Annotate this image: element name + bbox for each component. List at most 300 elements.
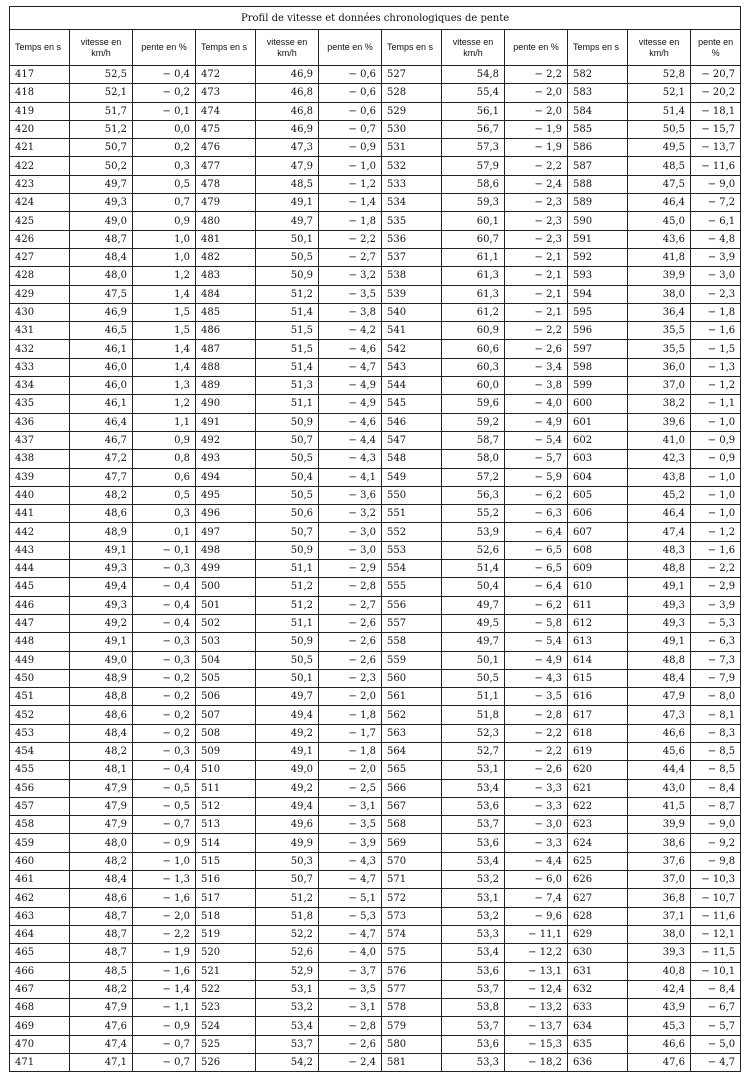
slope-cell: − 0,9 [319,139,382,157]
time-cell: 626 [568,871,628,889]
time-cell: 607 [568,523,628,541]
speed-cell: 46,5 [70,322,133,340]
speed-cell: 47,5 [628,175,691,193]
table-row [10,468,741,486]
slope-cell: − 9,8 [691,852,741,870]
time-cell: 502 [196,614,256,632]
table-row [10,486,741,504]
time-cell: 527 [382,66,442,84]
time-cell: 517 [196,889,256,907]
time-cell: 552 [382,523,442,541]
time-cell: 538 [382,267,442,285]
speed-cell: 50,1 [442,651,505,669]
time-cell: 516 [196,871,256,889]
time-cell: 615 [568,669,628,687]
speed-cell: 51,4 [256,303,319,321]
time-cell: 555 [382,578,442,596]
speed-cell: 46,0 [70,358,133,376]
speed-cell: 53,9 [442,523,505,541]
speed-cell: 48,5 [70,962,133,980]
speed-cell: 48,0 [70,267,133,285]
speed-cell: 49,4 [70,578,133,596]
time-cell: 584 [568,102,628,120]
speed-cell: 47,7 [70,468,133,486]
time-cell: 533 [382,175,442,193]
speed-cell: 50,2 [70,157,133,175]
slope-cell: − 0,3 [133,633,196,651]
speed-cell: 61,2 [442,303,505,321]
speed-cell: 37,6 [628,852,691,870]
time-cell: 485 [196,303,256,321]
speed-cell: 43,6 [628,230,691,248]
time-cell: 456 [10,779,70,797]
header-time: Temps en s [568,30,628,66]
time-cell: 572 [382,889,442,907]
time-cell: 546 [382,413,442,431]
speed-cell: 49,9 [256,834,319,852]
slope-cell: − 6,2 [505,596,568,614]
table-row [10,523,741,541]
slope-cell: − 5,7 [505,450,568,468]
table-row [10,596,741,614]
table-row [10,212,741,230]
slope-cell: − 6,1 [691,212,741,230]
speed-cell: 60,7 [442,230,505,248]
time-cell: 632 [568,980,628,998]
slope-cell: − 6,4 [505,523,568,541]
slope-cell: − 0,3 [133,742,196,760]
speed-cell: 52,6 [256,944,319,962]
speed-cell: 50,5 [256,248,319,266]
speed-cell: 36,8 [628,889,691,907]
speed-cell: 52,1 [70,84,133,102]
slope-cell: − 3,9 [691,596,741,614]
slope-cell: − 4,9 [505,413,568,431]
speed-cell: 37,1 [628,907,691,925]
slope-cell: − 6,3 [691,633,741,651]
slope-cell: − 5,8 [505,614,568,632]
slope-cell: − 0,4 [133,596,196,614]
slope-cell: − 1,1 [691,395,741,413]
time-cell: 453 [10,724,70,742]
slope-cell: − 8,4 [691,779,741,797]
time-cell: 620 [568,761,628,779]
speed-cell: 46,4 [628,505,691,523]
slope-cell: − 1,2 [691,377,741,395]
time-cell: 480 [196,212,256,230]
slope-cell: − 4,7 [691,1054,741,1072]
slope-cell: 0,1 [133,523,196,541]
time-cell: 608 [568,541,628,559]
slope-cell: − 1,6 [691,541,741,559]
slope-cell: − 6,0 [505,871,568,889]
speed-cell: 57,2 [442,468,505,486]
time-cell: 466 [10,962,70,980]
time-cell: 540 [382,303,442,321]
speed-cell: 51,1 [442,688,505,706]
speed-cell: 37,0 [628,871,691,889]
time-cell: 524 [196,1017,256,1035]
slope-cell: − 2,2 [505,157,568,175]
speed-cell: 48,8 [70,688,133,706]
slope-cell: − 8,3 [691,724,741,742]
table-row [10,742,741,760]
time-cell: 593 [568,267,628,285]
slope-cell: − 5,7 [691,1017,741,1035]
time-cell: 530 [382,120,442,138]
speed-cell: 50,7 [256,523,319,541]
slope-cell: 1,4 [133,358,196,376]
time-cell: 613 [568,633,628,651]
slope-cell: − 8,5 [691,742,741,760]
speed-cell: 50,7 [256,431,319,449]
speed-cell: 50,1 [256,669,319,687]
speed-cell: 39,9 [628,816,691,834]
speed-cell: 39,6 [628,413,691,431]
slope-cell: − 0,6 [319,84,382,102]
slope-cell: − 4,4 [505,852,568,870]
slope-cell: − 2,6 [505,761,568,779]
time-cell: 476 [196,139,256,157]
time-cell: 617 [568,706,628,724]
slope-cell: − 0,6 [319,66,382,84]
time-cell: 454 [10,742,70,760]
slope-cell: − 3,5 [319,980,382,998]
slope-cell: − 4,3 [505,669,568,687]
slope-cell: − 2,3 [319,669,382,687]
time-cell: 594 [568,285,628,303]
speed-cell: 46,9 [256,66,319,84]
time-cell: 507 [196,706,256,724]
time-cell: 493 [196,450,256,468]
time-cell: 426 [10,230,70,248]
slope-cell: − 4,2 [319,322,382,340]
speed-cell: 53,4 [442,852,505,870]
speed-cell: 54,2 [256,1054,319,1072]
speed-cell: 47,4 [70,1035,133,1053]
time-cell: 510 [196,761,256,779]
time-cell: 437 [10,431,70,449]
header-slope: pente en % [319,30,382,66]
speed-cell: 51,3 [256,377,319,395]
time-cell: 589 [568,194,628,212]
speed-cell: 39,9 [628,267,691,285]
time-cell: 464 [10,925,70,943]
speed-cell: 53,6 [442,1035,505,1053]
header-time: Temps en s [10,30,70,66]
time-cell: 495 [196,486,256,504]
slope-cell: − 1,3 [691,358,741,376]
table-row [10,450,741,468]
time-cell: 424 [10,194,70,212]
speed-cell: 51,5 [256,340,319,358]
table-row [10,816,741,834]
slope-cell: − 1,7 [319,724,382,742]
time-cell: 467 [10,980,70,998]
speed-cell: 59,6 [442,395,505,413]
speed-cell: 51,1 [256,614,319,632]
speed-cell: 47,3 [256,139,319,157]
time-cell: 431 [10,322,70,340]
slope-cell: − 3,5 [319,816,382,834]
speed-cell: 48,2 [70,486,133,504]
slope-cell: − 3,5 [505,688,568,706]
time-cell: 573 [382,907,442,925]
speed-cell: 42,4 [628,980,691,998]
slope-cell: − 2,2 [319,230,382,248]
speed-cell: 49,0 [256,761,319,779]
time-cell: 563 [382,724,442,742]
slope-cell: − 2,7 [319,248,382,266]
time-cell: 583 [568,84,628,102]
speed-cell: 54,8 [442,66,505,84]
speed-cell: 43,0 [628,779,691,797]
slope-cell: − 4,4 [319,431,382,449]
time-cell: 457 [10,797,70,815]
time-cell: 549 [382,468,442,486]
time-cell: 452 [10,706,70,724]
time-cell: 526 [196,1054,256,1072]
speed-cell: 47,9 [70,797,133,815]
speed-cell: 53,6 [442,797,505,815]
speed-cell: 57,3 [442,139,505,157]
time-cell: 580 [382,1035,442,1053]
slope-cell: − 2,2 [505,724,568,742]
speed-cell: 50,1 [256,230,319,248]
slope-cell: − 5,3 [691,614,741,632]
slope-cell: − 4,3 [319,450,382,468]
speed-cell: 46,9 [70,303,133,321]
time-cell: 473 [196,84,256,102]
slope-cell: 0,2 [133,139,196,157]
time-cell: 633 [568,999,628,1017]
speed-cell: 53,3 [442,925,505,943]
speed-cell: 48,4 [70,724,133,742]
table-row [10,267,741,285]
time-cell: 627 [568,889,628,907]
speed-cell: 47,1 [70,1054,133,1072]
time-cell: 586 [568,139,628,157]
time-cell: 597 [568,340,628,358]
header-slope: pente en % [133,30,196,66]
speed-cell: 46,8 [256,102,319,120]
time-cell: 501 [196,596,256,614]
slope-cell: − 12,1 [691,925,741,943]
time-cell: 496 [196,505,256,523]
speed-cell: 47,9 [70,816,133,834]
time-cell: 491 [196,413,256,431]
speed-cell: 35,5 [628,340,691,358]
speed-cell: 51,4 [256,358,319,376]
time-cell: 614 [568,651,628,669]
time-cell: 442 [10,523,70,541]
slope-cell: 0,3 [133,157,196,175]
time-cell: 448 [10,633,70,651]
slope-cell: − 3,9 [319,834,382,852]
table-row [10,834,741,852]
speed-cell: 49,4 [256,797,319,815]
time-cell: 574 [382,925,442,943]
slope-cell: − 2,8 [319,1017,382,1035]
slope-cell: − 2,3 [505,230,568,248]
speed-cell: 51,1 [256,560,319,578]
table-row [10,907,741,925]
time-cell: 590 [568,212,628,230]
speed-cell: 49,3 [628,614,691,632]
speed-cell: 48,2 [70,742,133,760]
time-cell: 600 [568,395,628,413]
slope-cell: − 0,3 [133,560,196,578]
speed-cell: 45,3 [628,1017,691,1035]
slope-cell: − 1,6 [691,322,741,340]
slope-cell: − 10,1 [691,962,741,980]
speed-cell: 53,8 [442,999,505,1017]
table-row [10,1035,741,1053]
time-cell: 624 [568,834,628,852]
speed-cell: 53,6 [442,962,505,980]
speed-cell: 49,1 [628,633,691,651]
slope-cell: − 0,7 [133,1035,196,1053]
speed-cell: 48,7 [70,944,133,962]
slope-cell: − 2,0 [319,688,382,706]
slope-cell: − 3,1 [319,797,382,815]
speed-cell: 47,4 [628,523,691,541]
speed-cell: 47,9 [256,157,319,175]
time-cell: 570 [382,852,442,870]
slope-cell: − 0,2 [133,724,196,742]
slope-cell: − 4,3 [319,852,382,870]
speed-cell: 48,7 [70,230,133,248]
speed-cell: 49,2 [256,779,319,797]
time-cell: 425 [10,212,70,230]
time-cell: 484 [196,285,256,303]
slope-cell: − 2,4 [505,175,568,193]
time-cell: 468 [10,999,70,1017]
speed-cell: 49,6 [256,816,319,834]
time-cell: 564 [382,742,442,760]
speed-cell: 45,0 [628,212,691,230]
time-cell: 610 [568,578,628,596]
speed-cell: 52,5 [70,66,133,84]
time-cell: 628 [568,907,628,925]
speed-cell: 47,9 [628,688,691,706]
time-cell: 577 [382,980,442,998]
speed-cell: 41,5 [628,797,691,815]
time-cell: 503 [196,633,256,651]
table-row [10,1054,741,1072]
time-cell: 630 [568,944,628,962]
speed-cell: 48,6 [70,505,133,523]
slope-cell: − 0,6 [319,102,382,120]
time-cell: 558 [382,633,442,651]
speed-cell: 48,7 [70,907,133,925]
slope-cell: − 4,0 [319,944,382,962]
speed-cell: 53,7 [442,980,505,998]
slope-cell: − 2,2 [505,322,568,340]
slope-cell: − 2,1 [505,248,568,266]
speed-cell: 50,5 [442,669,505,687]
time-cell: 489 [196,377,256,395]
speed-cell: 58,7 [442,431,505,449]
table-row [10,633,741,651]
speed-cell: 53,3 [442,1054,505,1072]
table-row [10,614,741,632]
time-cell: 429 [10,285,70,303]
speed-cell: 51,2 [256,285,319,303]
time-cell: 605 [568,486,628,504]
table-row [10,377,741,395]
slope-cell: − 18,2 [505,1054,568,1072]
slope-cell: − 8,0 [691,688,741,706]
speed-cell: 49,2 [256,724,319,742]
speed-cell: 41,0 [628,431,691,449]
speed-cell: 60,9 [442,322,505,340]
time-cell: 500 [196,578,256,596]
slope-cell: − 13,2 [505,999,568,1017]
speed-cell: 49,1 [256,194,319,212]
slope-cell: − 0,9 [133,1017,196,1035]
speed-cell: 53,4 [256,1017,319,1035]
slope-cell: − 0,9 [691,431,741,449]
speed-cell: 51,2 [256,578,319,596]
time-cell: 562 [382,706,442,724]
speed-cell: 59,2 [442,413,505,431]
speed-cell: 55,4 [442,84,505,102]
speed-cell: 49,1 [70,633,133,651]
time-cell: 463 [10,907,70,925]
time-cell: 474 [196,102,256,120]
speed-cell: 49,5 [628,139,691,157]
speed-cell: 49,5 [442,614,505,632]
speed-cell: 37,0 [628,377,691,395]
speed-cell: 49,7 [256,212,319,230]
speed-cell: 53,7 [442,816,505,834]
speed-cell: 60,1 [442,212,505,230]
slope-cell: − 3,9 [691,248,741,266]
speed-cell: 61,1 [442,248,505,266]
slope-cell: − 2,2 [505,66,568,84]
slope-cell: − 4,7 [319,925,382,943]
table-row [10,285,741,303]
time-cell: 522 [196,980,256,998]
speed-cell: 46,7 [70,431,133,449]
time-cell: 479 [196,194,256,212]
slope-cell: − 2,0 [505,84,568,102]
slope-cell: − 8,5 [691,761,741,779]
speed-cell: 48,3 [628,541,691,559]
slope-cell: − 10,7 [691,889,741,907]
time-cell: 568 [382,816,442,834]
speed-cell: 53,1 [442,889,505,907]
time-cell: 421 [10,139,70,157]
slope-cell: − 3,2 [319,267,382,285]
speed-cell: 51,7 [70,102,133,120]
slope-cell: − 20,2 [691,84,741,102]
time-cell: 616 [568,688,628,706]
slope-cell: − 0,7 [133,816,196,834]
speed-cell: 46,6 [628,724,691,742]
speed-cell: 50,7 [256,871,319,889]
slope-cell: − 11,5 [691,944,741,962]
speed-cell: 53,4 [442,779,505,797]
slope-cell: − 6,3 [505,505,568,523]
time-cell: 565 [382,761,442,779]
slope-cell: − 3,5 [319,285,382,303]
time-cell: 449 [10,651,70,669]
slope-cell: 1,2 [133,395,196,413]
speed-cell: 53,2 [442,907,505,925]
speed-cell: 52,2 [256,925,319,943]
